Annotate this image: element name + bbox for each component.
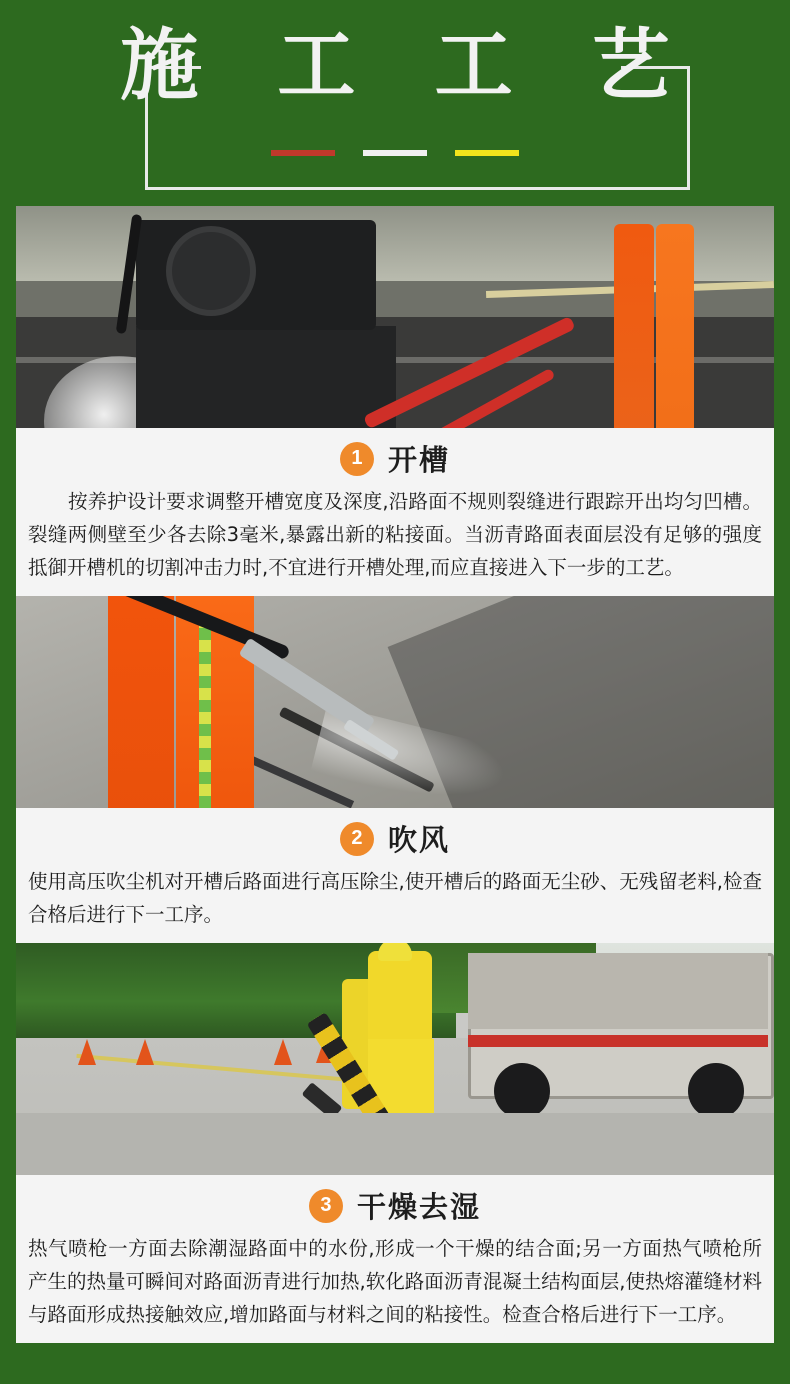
worker-reflective-stripe	[199, 616, 211, 808]
traffic-cone	[274, 1039, 292, 1065]
worker-leg-right	[656, 224, 694, 428]
step-3-number-badge: 3	[309, 1189, 343, 1223]
step-1-heading	[16, 428, 774, 483]
steps-card	[16, 206, 774, 1343]
step-3-photo	[16, 943, 774, 1175]
worker-leg-left	[614, 224, 654, 428]
work-truck-stripe	[468, 1035, 768, 1047]
work-truck-wheel	[688, 1063, 744, 1119]
step-2-heading	[16, 808, 774, 863]
photo-road-foreground	[16, 1113, 774, 1175]
worker-pants-left	[108, 596, 174, 808]
step-3-heading	[16, 1175, 774, 1230]
step-1-title: 开槽	[387, 443, 450, 477]
worker-helmet	[378, 943, 412, 961]
header-banner	[16, 0, 774, 206]
step-2-body: 使用高压吹尘机对开槽后路面进行高压除尘,使开槽后的路面无尘砂、无残留老料,检查合格后进行下一工序。	[28, 870, 762, 926]
step-2-number-badge: 2	[340, 822, 374, 856]
accent-bar-yellow	[455, 150, 519, 156]
step-3-title: 干燥去湿	[356, 1190, 481, 1224]
header-accent-bars	[16, 150, 774, 156]
work-truck-wheel	[494, 1063, 550, 1119]
work-truck-bed	[468, 953, 768, 1029]
step-2-title: 吹风	[387, 823, 450, 857]
worker-upper-body	[368, 951, 432, 1043]
traffic-cone	[78, 1039, 96, 1065]
step-3-body: 热气喷枪一方面去除潮湿路面中的水份,形成一个干燥的结合面;另一方面热气喷枪所产生的热量可瞬间对路面沥青进行加热,软化路面沥青混凝土结构面层,使热熔灌缝材料与路面形成热接触效应,增加路面与材料之间的粘接性。检查合格后进行下一工序。	[28, 1237, 762, 1326]
step-2-photo	[16, 596, 774, 808]
step-1-photo	[16, 206, 774, 428]
groove-cutter-drum	[166, 226, 256, 316]
traffic-cone	[136, 1039, 154, 1065]
groove-cutter-chassis	[136, 326, 396, 428]
step-1-body: 按养护设计要求调整开槽宽度及深度,沿路面不规则裂缝进行跟踪开出均匀凹槽。裂缝两侧壁至少各去除3毫米,暴露出新的粘接面。当沥青路面表面层没有足够的强度抵御开槽机的切割冲击力时,不宜进行开槽处理,而应直接进入下一步的工艺。	[28, 490, 762, 579]
step-1-number-badge: 1	[340, 442, 374, 476]
page-title: 施 工 工 艺	[120, 21, 696, 111]
accent-bar-white	[363, 150, 427, 156]
accent-bar-red	[271, 150, 335, 156]
